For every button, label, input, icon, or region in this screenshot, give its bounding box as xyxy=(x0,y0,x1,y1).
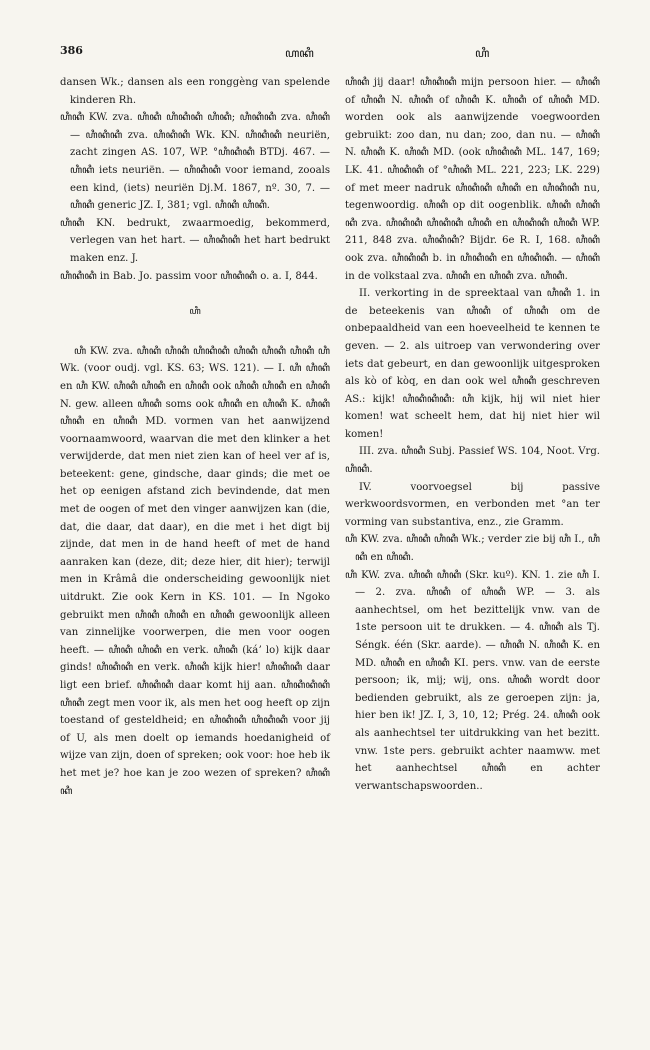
entry-paragraph: ꦲꦶ KW. zva. ꦲꦶꦏꦶ ꦲꦶꦏꦶ Wk.; verder zie bij ꦲꦶ I., ꦲꦶꦏꦶ en ꦲꦶꦏꦶ. xyxy=(345,534,600,564)
right-column xyxy=(345,74,600,795)
entry-paragraph: ꦲꦶꦏꦶ jij daar! ꦲꦶꦏꦶꦏꦶ mijn persoon hier. — ꦲꦶꦏꦶ of ꦲꦶꦏꦶ N. ꦲꦶꦏꦶ of ꦲꦶꦏꦶ K. ꦲꦶꦏꦶ of ꦲꦶꦏꦶ MD. worden ook als aanwijzende voegwoorden gebruikt: zoo dan, nu dan; zoo, dan nu. — ꦲꦶꦏꦶ N. ꦲꦶꦏꦶ K. ꦲꦶꦏꦶ MD. (ook ꦲꦶꦏꦶꦏꦶ ML. 147, 169; LK. 41. ꦲꦶꦏꦶꦏꦶ of °ꦲꦶꦏꦶ ML. 221, 223; LK. 229) of met meer nadruk ꦲꦶꦏꦶꦏꦶ ꦲꦶꦏꦶ en ꦲꦶꦏꦶꦏꦶ nu, tegenwoordig. ꦲꦶꦏꦶ op dit oogenblik. ꦲꦶꦏꦶ ꦲꦶꦏꦶꦏꦶ zva. ꦲꦶꦏꦶꦏꦶ ꦲꦶꦏꦶꦏꦶ ꦲꦶꦏꦶ en ꦲꦶꦏꦶꦏꦶ ꦲꦶꦏꦶ WP. 211, 848 zva. ꦲꦶꦏꦶꦏꦶ? Bijdr. 6e R. I, 168. ꦲꦶꦏꦶ ook zva. ꦲꦶꦏꦶꦏꦶ b. in ꦲꦶꦏꦶꦏꦶ en ꦲꦶꦏꦶꦏꦶ. — ꦲꦶꦏꦶ in de volkstaal zva. ꦲꦶꦏꦶ en ꦲꦶꦏꦶ zva. ꦲꦶꦏꦶ. xyxy=(345,77,600,282)
entry-paragraph: ꦲꦶ KW. zva. ꦲꦶꦏꦶ ꦲꦶꦏꦶ (Skr. kuº). KN. 1. zie ꦲꦶ I. — 2. zva. ꦲꦶꦏꦶ of ꦲꦶꦏꦶ WP. — 3. als aanhechtsel, om het bezittelijk vnw. van de 1ste persoon uit te drukken. — 4. ꦲꦶꦏꦶ als Tj. Séngk. één (Skr. aarde). — ꦲꦶꦏꦶ N. ꦲꦶꦏꦶ K. en MD. ꦲꦶꦏꦶ en ꦲꦶꦏꦶ KI. pers. vnw. van de eerste persoon; ik, mij; wij, ons. ꦲꦶꦏꦶ wordt door bedienden gebruikt, als ze geroepen zijn: ja, hier ben ik! JZ. I, 3, 10, 12; Prég. 24. ꦲꦶꦏꦶ ook als aanhechtsel ter uitdrukking van het bezitt. vnw. 1ste pers. gebruikt achter naamww. met het aanhechtsel ꦲꦶꦏꦶ en achter verwantschapswoorden.. xyxy=(345,569,600,792)
page-number: 386 xyxy=(60,44,83,57)
header-right-glyph: ꦲꦶ xyxy=(475,46,490,60)
entry-paragraph: II. verkorting in de spreektaal van ꦲꦶꦏꦶ 1. in de beteekenis van ꦲꦶꦏꦶ of ꦲꦶꦏꦶ om de onbepaaldheid van een hoeveelheid te kennen te geven. — 2. als uitroep van verwondering over iets dat gebeurt, en dan gewoonlijk uitgesproken als kò of kòq, en dan ook wel ꦲꦶꦏꦶ geschreven AS.: kijk! ꦲꦶꦏꦶꦏꦶꦏꦶ: ꦲꦶ kijk, hij wil niet hier komen! wat scheelt hem, dat hij niet hier wil komen! xyxy=(345,288,600,440)
left-column xyxy=(60,74,330,800)
header-center-glyph: ꦲꦏꦶ xyxy=(285,46,314,60)
entry-paragraph: ꦲꦶꦏꦶꦏꦶ in Bab. Jo. passim voor ꦲꦶꦏꦶꦏꦶ o. a. I, 844. xyxy=(60,270,318,282)
entry-paragraph: ꦲꦶ KW. zva. ꦲꦶꦏꦶ ꦲꦶꦏꦶ ꦲꦶꦏꦶꦏꦶ ꦲꦶꦏꦶ ꦲꦶꦏꦶ ꦲꦶꦏꦶ ꦲꦶ Wk. (voor oudj. vgl. KS. 63; WS. 121). — I. ꦲꦶ ꦲꦶꦏꦶ en ꦲꦶ KW. ꦲꦶꦏꦶ ꦲꦶꦏꦶ en ꦲꦶꦏꦶ ook ꦲꦶꦏꦶ ꦲꦶꦏꦶ en ꦲꦶꦏꦶ N. gew. alleen ꦲꦶꦏꦶ soms ook ꦲꦶꦏꦶ en ꦲꦶꦏꦶ K. ꦲꦶꦏꦶ ꦲꦶꦏꦶ en ꦲꦶꦏꦶ MD. vormen van het aanwijzend voornaamwoord, waarvan die met den klinker a het verwijderde, dat men niet zien kan of heel ver af is, beteekent: gene, gindsche, daar ginds; die met oe het op eenigen afstand zich bevindende, dat men met de oogen of met den vinger aanwijzen kan (die, dat, die daar, dat daar), en die met i het digt bij zijnde, dat men in de hand heeft of met de hand aanraken kan (deze, dit; deze hier, dit hier); terwijl men in Krâmâ die onderscheiding gewoonlijk niet uitdrukt. Zie ook Kern in KS. 101. — In Ngoko gebruikt men ꦲꦶꦏꦶ ꦲꦶꦏꦶ en ꦲꦶꦏꦶ gewoonlijk alleen van zinnelijke voorwerpen, die men voor oogen heeft. — ꦲꦶꦏꦶ ꦲꦶꦏꦶ en verk. ꦲꦶꦏꦶ (káʼ lo) kijk daar ginds! ꦲꦶꦏꦶꦏꦶ en verk. ꦲꦶꦏꦶ kijk hier! ꦲꦶꦏꦶꦏꦶ daar ligt een brief. ꦲꦶꦏꦶꦏꦶ daar komt hij aan. ꦲꦶꦏꦶꦏꦶꦏꦶ ꦲꦶꦏꦶ zegt men voor ik, als men het oog heeft op zijn toestand of gesteldheid; en ꦲꦶꦏꦶꦏꦶ ꦲꦶꦏꦶꦏꦶ voor jij of U, als men doelt op iemands hoedanigheid of wijze van zijn, doen of spreken; ook voor: hoe heb ik het met je? hoe kan je zoo wezen of spreken? ꦲꦶꦏꦶꦏꦶ xyxy=(60,345,330,797)
entry-paragraph: ꦲꦶꦏꦶ KW. zva. ꦲꦶꦏꦶ ꦲꦶꦏꦶꦏꦶ ꦲꦶꦏꦶ; ꦲꦶꦏꦶꦏꦶ zva. ꦲꦶꦏꦶ — ꦲꦶꦏꦶꦏꦶ zva. ꦲꦶꦏꦶꦏꦶ Wk. KN. ꦲꦶꦏꦶꦏꦶ neuriën, zacht zingen AS. 107, WP. °ꦲꦶꦏꦶꦏꦶ BTDj. 467. — ꦲꦶꦏꦶ iets neuriën. — ꦲꦶꦏꦶꦏꦶ voor iemand, zooals een kind, (iets) neuriën Dj.M. 1867, nº. 30, 7. — ꦲꦶꦏꦶ generic JZ. I, 381; vgl. ꦲꦶꦏꦶ ꦲꦶꦏꦶ. xyxy=(60,112,330,212)
entry-paragraph: dansen Wk.; dansen als een ronggèng van spelende kinderen Rh. xyxy=(60,77,330,106)
entry-paragraph: ꦲꦶꦏꦶ KN. bedrukt, zwaarmoedig, bekommerd, verlegen van het hart. — ꦲꦶꦏꦶꦏꦶ het hart bedrukt maken enz. J. xyxy=(60,217,330,264)
entry-paragraph: III. zva. ꦲꦶꦏꦶ Subj. Passief WS. 104, Noot. Vrg. ꦲꦶꦏꦶ. xyxy=(345,446,600,476)
entry-paragraph: IV. voorvoegsel bij passive werkwoordsvormen, en verbonden met °an ter vorming van substantiva, enz., zie Gramm. xyxy=(345,481,600,528)
section-separator: ꦲꦶ xyxy=(189,306,201,318)
page-header xyxy=(60,44,600,62)
